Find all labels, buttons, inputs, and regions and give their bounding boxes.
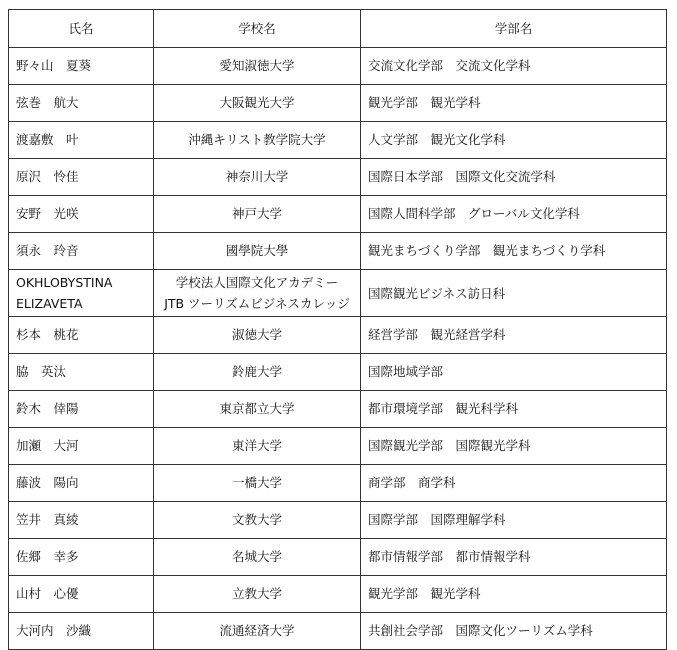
- student-name: 須永 玲音: [16, 243, 79, 258]
- student-name: 大河内 沙織: [16, 623, 92, 638]
- table-row: [9, 502, 667, 539]
- department-cell: 観光まちづくり学部 観光まちづくり学科: [361, 233, 667, 270]
- table-row: [9, 613, 667, 650]
- table-row: [9, 576, 667, 613]
- header-department: 学部名: [361, 10, 667, 48]
- department-cell: 国際地域学部: [361, 354, 667, 391]
- table-row: [9, 196, 667, 233]
- university-cell: [154, 122, 361, 159]
- department-cell: 観光学部 観光学科: [361, 576, 667, 613]
- university-cell: [154, 539, 361, 576]
- department-cell: 経営学部 観光経営学科: [361, 317, 667, 354]
- student-name-cell: [9, 270, 154, 317]
- table-row: [9, 233, 667, 270]
- university-name: 名城大学: [231, 549, 282, 564]
- student-name-cell: [9, 317, 154, 354]
- department-cell: 共創社会学部 国際文化ツーリズム学科: [361, 613, 667, 650]
- university-cell: [154, 270, 361, 317]
- student-name: 鈴木 倖陽: [16, 401, 79, 416]
- student-name: 安野 光咲: [16, 206, 79, 221]
- student-name-cell: [9, 576, 154, 613]
- university-cell: [154, 576, 361, 613]
- university-cell: [154, 465, 361, 502]
- department-cell: 人文学部 観光文化学科: [361, 122, 667, 159]
- header-row: [9, 10, 667, 48]
- header-name: 氏名: [9, 10, 154, 48]
- university-name: 鈴鹿大学: [231, 364, 282, 379]
- university-name: 一橋大学: [231, 475, 282, 490]
- university-name: 大阪観光大学: [219, 95, 295, 110]
- department-cell: 都市情報学部 都市情報学科: [361, 539, 667, 576]
- table-row: [9, 354, 667, 391]
- student-name-cell: [9, 354, 154, 391]
- university-name: 学校法人国際文化アカデミー: [175, 275, 339, 290]
- university-cell: [154, 159, 361, 196]
- department-cell: 観光学部 観光学科: [361, 85, 667, 122]
- student-name: 渡嘉敷 叶: [16, 132, 79, 147]
- department-cell: 国際学部 国際理解学科: [361, 502, 667, 539]
- department-cell: 国際観光ビジネス訪日科: [361, 270, 667, 317]
- university-cell: [154, 317, 361, 354]
- roster-body: [9, 48, 667, 650]
- department-cell: 国際日本学部 国際文化交流学科: [361, 159, 667, 196]
- student-name: 杉本 桃花: [16, 327, 79, 342]
- table-row: [9, 85, 667, 122]
- student-name: 加瀬 大河: [16, 438, 79, 453]
- university-cell: [154, 428, 361, 465]
- table-row: [9, 159, 667, 196]
- student-name: 脇 英汰: [16, 364, 67, 379]
- student-name: 弦巻 航大: [16, 95, 79, 110]
- student-name-cell: [9, 233, 154, 270]
- student-roster-table: [8, 9, 667, 650]
- student-name: ELIZAVETA: [16, 296, 83, 311]
- student-name: 原沢 怜佳: [16, 169, 79, 184]
- university-name: 國學院大學: [225, 243, 289, 258]
- student-name-cell: [9, 122, 154, 159]
- university-name: 立教大学: [231, 586, 282, 601]
- student-name-cell: [9, 391, 154, 428]
- university-cell: [154, 613, 361, 650]
- department-cell: 都市環境学部 観光科学科: [361, 391, 667, 428]
- student-name-cell: [9, 428, 154, 465]
- student-name: OKHLOBYSTINA: [16, 275, 113, 290]
- table-row: [9, 317, 667, 354]
- university-name: 淑徳大学: [231, 327, 282, 342]
- university-cell: [154, 196, 361, 233]
- university-cell: [154, 48, 361, 85]
- university-name: 流通経済大学: [219, 623, 295, 638]
- university-name: 愛知淑徳大学: [219, 58, 295, 73]
- student-name-cell: [9, 613, 154, 650]
- university-cell: [154, 391, 361, 428]
- student-name: 野々山 夏葵: [16, 58, 92, 73]
- university-name: 神戸大学: [231, 206, 282, 221]
- university-cell: [154, 233, 361, 270]
- department-cell: 商学部 商学科: [361, 465, 667, 502]
- table-row: [9, 391, 667, 428]
- table-row: [9, 428, 667, 465]
- university-name: 神奈川大学: [225, 169, 289, 184]
- table-row: [9, 465, 667, 502]
- student-name-cell: [9, 502, 154, 539]
- university-cell: [154, 354, 361, 391]
- department-cell: 国際人間科学部 グローバル文化学科: [361, 196, 667, 233]
- student-name-cell: [9, 85, 154, 122]
- student-name-cell: [9, 48, 154, 85]
- university-name: 東洋大学: [231, 438, 282, 453]
- header-university: 学校名: [154, 10, 361, 48]
- student-name-cell: [9, 196, 154, 233]
- student-name-cell: [9, 539, 154, 576]
- department-cell: 国際観光学部 国際観光学科: [361, 428, 667, 465]
- department-cell: 交流文化学部 交流文化学科: [361, 48, 667, 85]
- table-row: [9, 270, 667, 317]
- student-name: 笠井 真綾: [16, 512, 79, 527]
- university-name: JTB ツーリズムビジネスカレッジ: [164, 296, 350, 311]
- university-name: 沖縄キリスト教学院大学: [188, 132, 326, 147]
- table-row: [9, 48, 667, 85]
- student-name: 佐郷 幸多: [16, 549, 79, 564]
- student-name-cell: [9, 465, 154, 502]
- university-cell: [154, 502, 361, 539]
- student-name: 山村 心優: [16, 586, 79, 601]
- university-cell: [154, 85, 361, 122]
- table-row: [9, 539, 667, 576]
- university-name: 文教大学: [231, 512, 282, 527]
- student-name-cell: [9, 159, 154, 196]
- university-name: 東京都立大学: [219, 401, 295, 416]
- table-row: [9, 122, 667, 159]
- student-name: 藤波 陽向: [16, 475, 79, 490]
